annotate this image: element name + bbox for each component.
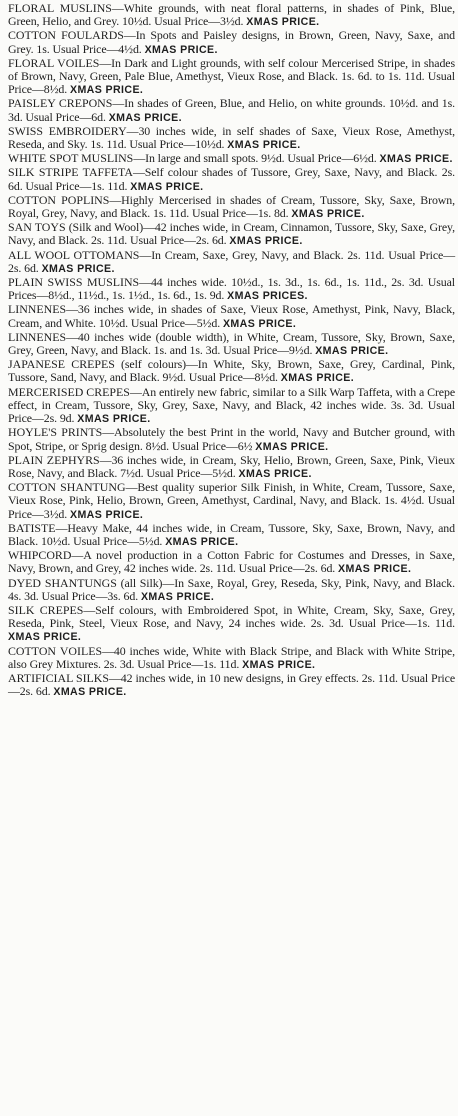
xmas-price-label: XMAS PRICE. <box>315 345 389 358</box>
xmas-price-label: XMAS PRICE. <box>379 153 453 166</box>
xmas-price-label: XMAS PRICE. <box>77 413 151 426</box>
fabric-description: —A novel production in a Cotton Fabric for Costumes and Dresses, in Saxe, Navy, Brown, and Grey, 42 inches wide. 2s. 11d. Usual Price—2s. 6d. <box>8 548 455 576</box>
fabric-name: SILK STRIPE TAFFETA <box>8 165 133 180</box>
fabric-name: COTTON SHANTUNG <box>8 480 126 495</box>
fabric-description: —Absolutely the best Print in the world, Navy and Butcher ground, with Spot, Stripe, or Sprig design. 8½d. Usual Price—6½ <box>8 425 455 453</box>
fabric-name: FLORAL MUSLINS <box>8 1 112 15</box>
fabric-description: —Heavy Make, 44 inches wide, in Cream, Tussore, Sky, Saxe, Brown, Navy, and Black. 10½d. Usual Price—5½d. <box>8 520 455 548</box>
fabric-description: —In large and small spots. 9½d. Usual Price—6½d. <box>133 151 377 166</box>
xmas-price-label: XMAS PRICE. <box>165 535 239 548</box>
fabric-entry <box>0 454 455 481</box>
fabric-entry <box>0 276 455 303</box>
fabric-entry <box>0 221 455 248</box>
fabric-description: —42 inches wide, in 10 new designs, in Grey effects. 2s. 11d. Usual Price—2s. 6d. <box>8 670 455 699</box>
fabric-name: LINNENES <box>8 329 67 344</box>
fabric-name: HOYLE'S PRINTS <box>8 425 103 440</box>
xmas-price-label: XMAS PRICE. <box>69 508 144 521</box>
fabric-description: —36 inches wide, in shades of Saxe, Vieux Rose, Amethyst, Pink, Navy, Black, Cream, and White. 10½d. Usual Price—5½d. <box>8 302 455 330</box>
fabric-name: PLAIN ZEPHYRS <box>8 452 100 467</box>
fabric-description: —40 inches wide, White with Black Stripe, and Black with White Stripe, also Grey Mixtures. 2s. 3d. Usual Price—1s. 11d. <box>8 643 455 671</box>
xmas-price-label: XMAS PRICE. <box>227 139 301 152</box>
fabric-entry <box>0 577 455 604</box>
xmas-price-label: XMAS PRICE. <box>238 467 312 480</box>
fabric-description: —White grounds, with neat floral patterns, in shades of Pink, Blue, Green, Helio, and Grey. 10½d. Usual Price—3½d. <box>8 1 455 29</box>
xmas-price-label: XMAS PRICE. <box>130 180 204 193</box>
fabric-description: —44 inches wide. 10½d., 1s. 3d., 1s. 6d., 1s. 11d., 2s. 3d. Usual Prices—8½d., 11½d., 1s. 1½d., 1s. 6d., 1s. 9d. <box>8 275 455 303</box>
fabric-name: WHITE SPOT MUSLINS <box>8 151 134 166</box>
xmas-price-label: XMAS PRICE. <box>246 16 320 29</box>
fabric-entry <box>0 549 455 576</box>
fabric-name: BATISTE <box>8 520 56 535</box>
fabric-entry <box>0 604 455 645</box>
fabric-description: —Self colours, with Embroidered Spot, in White, Cream, Sky, Saxe, Grey, Reseda, Pink, Steel, Vieux Rose, and Navy, 24 inches wide. 2s. 3d. Usual Price—1s. 11d. <box>8 602 455 631</box>
fabric-entry <box>0 672 455 699</box>
fabric-description: —In Dark and Light grounds, with self colour Mercerised Stripe, in shades of Brown, Navy, Green, Pale Blue, Amethyst, Vieux Rose, and Black. 1s. 6d. to 1s. 11d. Usual Price—8½d. <box>8 55 455 97</box>
xmas-price-label: XMAS PRICE. <box>53 686 127 699</box>
xmas-price-label: XMAS PRICES. <box>227 290 308 303</box>
fabric-entry <box>0 29 455 56</box>
fabric-entry <box>0 303 455 330</box>
fabric-entry <box>0 331 455 358</box>
fabric-name: ARTIFICIAL SILKS <box>8 670 110 685</box>
fabric-description: —An entirely new fabric, similar to a Silk Warp Taffeta, with a Crepe effect, in Cream, Tussore, Sky, Grey, Saxe, Navy, and Black, 42 inches wide. 3s. 3d. Usual Price—2s. 9d. <box>8 384 456 426</box>
xmas-price-label: XMAS PRICE. <box>108 111 182 124</box>
fabric-entry <box>0 481 455 522</box>
fabric-entry <box>0 645 455 672</box>
fabric-name: WHIPCORD <box>8 548 72 563</box>
xmas-price-label: XMAS PRICE. <box>229 235 303 248</box>
fabric-description: —In Cream, Saxe, Grey, Navy, and Black. 2s. 11d. Usual Price—2s. 6d. <box>8 247 456 275</box>
xmas-price-label: XMAS PRICE. <box>222 317 297 330</box>
fabric-name: ALL WOOL OTTOMANS <box>8 247 140 262</box>
xmas-price-label: XMAS PRICE. <box>8 631 82 644</box>
fabric-name: SILK CREPES <box>8 602 84 617</box>
fabric-entry <box>0 125 455 152</box>
xmas-price-label: XMAS PRICE. <box>140 590 215 603</box>
fabric-name: MERCERISED CREPES <box>8 384 130 399</box>
fabric-description: —Highly Mercerised in shades of Cream, Tussore, Sky, Saxe, Brown, Royal, Grey, Navy, and Black. 1s. 11d. Usual Price—1s. 8d. <box>8 192 456 221</box>
xmas-price-label: XMAS PRICE. <box>41 262 115 275</box>
fabric-name: FLORAL VOILES <box>8 55 100 70</box>
fabric-name: JAPANESE CREPES <box>8 357 115 372</box>
fabric-entry <box>0 2 455 29</box>
fabric-entry <box>0 166 455 193</box>
fabric-description: —40 inches wide (double width), in White, Cream, Tussore, Sky, Brown, Saxe, Grey, Green, Navy, and Black. 1s. and 1s. 3d. Usual Price—9½d. <box>8 329 455 358</box>
fabric-entry <box>0 522 455 549</box>
fabric-entry <box>0 249 455 276</box>
fabric-entry <box>0 57 455 98</box>
fabric-name: COTTON FOULARDS <box>8 28 124 43</box>
fabric-entry <box>0 97 455 124</box>
xmas-price-label: XMAS PRICE. <box>255 440 329 453</box>
fabric-description: —In Spots and Paisley designs, in Brown, Green, Navy, Saxe, and Grey. 1s. Usual Price—4½d. <box>8 28 456 56</box>
fabric-entry <box>0 194 455 221</box>
fabric-description: (all Silk)—In Saxe, Royal, Grey, Reseda, Sky, Pink, Navy, and Black. 4s. 3d. Usual Price—3s. 6d. <box>8 575 455 603</box>
xmas-price-label: XMAS PRICE. <box>69 84 144 97</box>
fabric-entry <box>0 386 455 427</box>
xmas-price-label: XMAS PRICE. <box>280 372 355 385</box>
fabric-name: PLAIN SWISS MUSLINS <box>8 275 140 290</box>
fabric-description: —30 inches wide, in self shades of Saxe, Vieux Rose, Amethyst, Reseda, and Sky. 1s. 11d. Usual Price—10½d. <box>8 123 455 152</box>
fabric-description: —Best quality superior Silk Finish, in White, Cream, Tussore, Saxe, Vieux Rose, Pink, Helio, Brown, Green, Amethyst, Cardinal, Navy, and Black. 1s. 4½d. Usual Price—3½d. <box>8 480 455 521</box>
fabric-name: COTTON POPLINS <box>8 192 110 207</box>
fabric-description: —In shades of Green, Blue, and Helio, on white grounds. 10½d. and 1s. 3d. Usual Price—6d. <box>8 96 455 124</box>
fabric-name: PAISLEY CREPONS <box>8 96 113 111</box>
fabric-name: SAN TOYS <box>8 220 66 235</box>
xmas-price-label: XMAS PRICE. <box>291 208 365 221</box>
fabric-description: —36 inches wide, in Cream, Sky, Helio, Brown, Green, Saxe, Pink, Vieux Rose, Navy, and Black. 7½d. Usual Price—5½d. <box>8 452 456 480</box>
fabric-name: COTTON VOILES <box>8 643 103 658</box>
fabric-description: (Silk and Wool)—42 inches wide, in Cream, Cinnamon, Tussore, Sky, Saxe, Grey, Navy, and Black. 2s. 11d. Usual Price—2s. 6d. <box>8 220 456 248</box>
fabric-name: LINNENES <box>8 302 67 317</box>
fabric-description: —Self colour shades of Tussore, Grey, Saxe, Navy, and Black. 2s. 6d. Usual Price—1s. 11d. <box>8 165 455 193</box>
fabric-name: DYED SHANTUNGS <box>8 575 117 590</box>
xmas-price-label: XMAS PRICE. <box>242 658 316 671</box>
fabric-name: SWISS EMBROIDERY <box>8 123 127 138</box>
fabric-entry <box>0 358 455 385</box>
fabric-entry <box>0 426 455 453</box>
fabric-description: (self colours)—In White, Sky, Brown, Saxe, Grey, Cardinal, Pink, Tussore, Sand, Navy, and Black. 9½d. Usual Price—8½d. <box>8 357 456 385</box>
xmas-price-label: XMAS PRICE. <box>144 43 218 56</box>
xmas-price-label: XMAS PRICE. <box>338 563 412 576</box>
fabric-entry <box>0 152 455 166</box>
